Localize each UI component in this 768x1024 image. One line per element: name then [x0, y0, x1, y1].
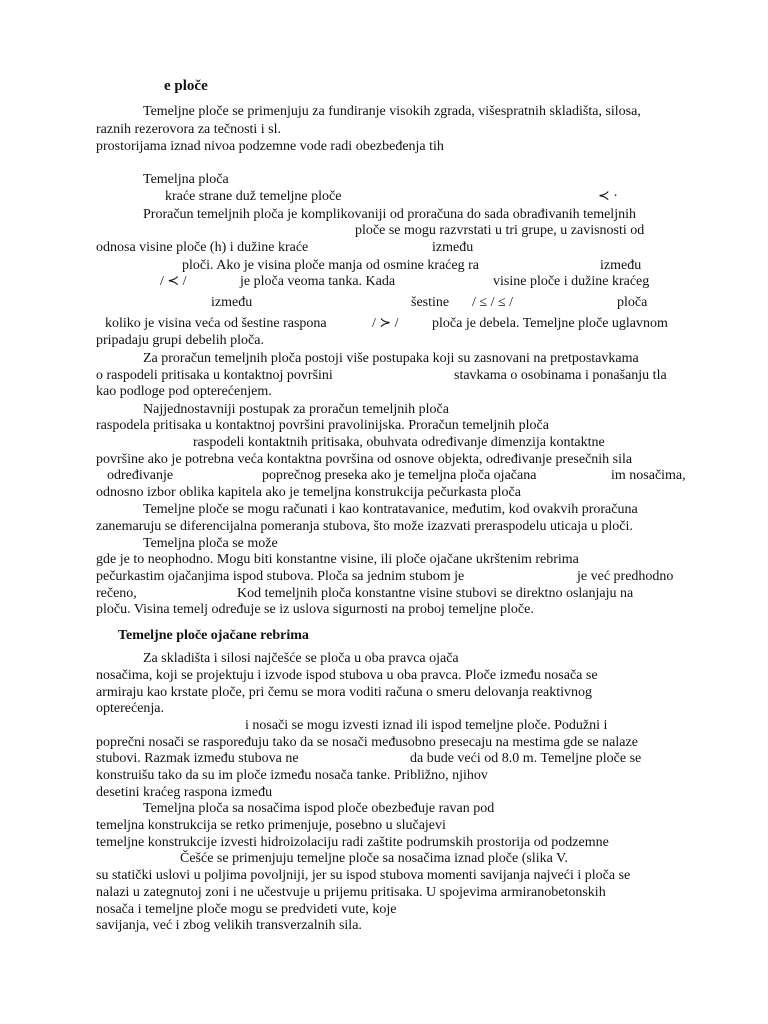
text-line: opterećenja. [96, 701, 165, 716]
text-line: Temeljne ploče se mogu računati i kao kontratavanice, međutim, kod ovakvih proračuna [143, 502, 638, 517]
text-line: gde je to neophodno. Mogu biti konstantne visine, ili ploče ojačane ukrštenim rebrima [96, 552, 579, 567]
text-fragment: između [432, 240, 474, 255]
text-fragment: između [211, 295, 253, 310]
text-line: desetini kraćeg raspona između [96, 785, 273, 800]
text-fragment: stubovi. Razmak između stubova ne [96, 751, 299, 766]
text-line: savijanja, već i zbog velikih transverzalnih sila. [96, 918, 362, 933]
text-line: zanemaruju se diferencijalna pomeranja stubova, što može izazvati preraspodelu uticaja u ploči. [96, 519, 633, 534]
text-line: raspodeli kontaktnih pritisaka, obuhvata određivanje dimenzija kontaktne [193, 435, 605, 450]
text-line: Temeljna ploča [143, 172, 229, 187]
formula-fragment: / ≻ / [372, 316, 399, 331]
text-fragment: visine ploče i dužine kraćeg [493, 274, 650, 289]
text-line: pripadaju grupi debelih ploča. [96, 333, 264, 348]
text-line: nosača i temeljne ploče mogu se predvideti vute, koje [96, 902, 397, 917]
text-fragment: poprečnog preseka ako je temeljna ploča ojačana [262, 468, 537, 483]
text-fragment: je ploča veoma tanka. Kada [240, 274, 396, 289]
text-line: raspodela pritisaka u kontaktnoj površini pravolinijska. Proračun temeljnih ploča [96, 418, 549, 433]
text-fragment: šestine [411, 295, 450, 310]
text-line: Proračun temeljnih ploča je komplikovaniji od proračuna do sada obrađivanih temeljnih [143, 207, 636, 222]
text-line: temeljna konstrukcija se retko primenjuje, posebno u slučajevi [96, 818, 446, 833]
text-fragment: je već predhodno [577, 569, 674, 584]
text-line: Temeljna ploča se može [143, 536, 278, 551]
text-line: Za proračun temeljnih ploča postoji više postupaka koji su zasnovani na pretpostavkama [143, 351, 639, 366]
text-fragment: ploča je debela. Temeljne ploče uglavnom [432, 316, 668, 331]
text-line: odnosa visine ploče (h) i dužine kraće [96, 240, 309, 255]
text-line: raznih rezerovora za tečnosti i sl. [96, 122, 282, 137]
text-fragment: o raspodeli pritisaka u kontaktnoj površini [96, 368, 333, 383]
text-line: kraće strane duž temeljne ploče [165, 189, 342, 204]
text-line: armiraju kao krstate ploče, pri čemu se mora voditi računa o smeru delovanja reaktivnog [96, 685, 593, 700]
text-line: konstruišu tako da su im ploče između nosača tanke. Približno, njihov [96, 768, 488, 783]
text-line: Češće se primenjuju temeljne ploče sa nosačima iznad ploče (slika V. [180, 851, 568, 866]
text-fragment: pečurkastim ojačanjima ispod stubova. Ploča sa jednim stubom je [96, 569, 465, 584]
text-fragment: ploče se mogu razvrstati u tri grupe, u zavisnosti od [355, 223, 645, 238]
text-fragment: ≺ · [598, 189, 618, 204]
text-fragment: između [600, 258, 642, 273]
text-fragment: im nosačima, [611, 468, 686, 483]
text-line: ploči. Ako je visina ploče manja od osmine kraćeg ra [182, 258, 480, 273]
formula-fragment: / ≺ / [160, 274, 187, 289]
text-line: Temeljne ploče se primenjuju za fundiranje visokih zgrada, višespratnih skladišta, silosa, [143, 104, 641, 119]
text-fragment: ploča [617, 295, 648, 310]
formula-fragment: / ≤ / ≤ / [472, 295, 514, 310]
text-line: poprečni nosači se raspoređuju tako da se nosači međusobno presecaju na mestima gde se nalaze [96, 735, 638, 750]
text-line: Najjednostavniji postupak za proračun temeljnih ploča [143, 402, 449, 417]
text-line: kao podloge pod opterećenjem. [96, 384, 272, 399]
text-line: prostorijama iznad nivoa podzemne vode radi obezbeđenja tih [96, 139, 444, 154]
text-fragment: Kod temeljnih ploča konstantne visine stubovi se direktno oslanjaju na [237, 586, 634, 601]
text-line: temeljne konstrukcije izvesti hidroizolaciju radi zaštite podrumskih prostorija od podzemne [96, 835, 609, 850]
text-line: površine ako je potrebna veća kontaktna površina od osnove objekta, određivanje presečnih sila [96, 452, 633, 467]
text-line: i nosači se mogu izvesti iznad ili ispod temeljne ploče. Podužni i [245, 718, 608, 733]
text-line: Temeljna ploča sa nosačima ispod ploče obezbeđuje ravan pod [143, 801, 495, 816]
text-line: su statički uslovi u poljima povoljniji, jer su ispod stubova momenti savijanja najveći i ploča se [96, 868, 631, 883]
text-line: odnosno izbor oblika kapitela ako je temeljna konstrukcija pečurkasta ploča [96, 485, 521, 500]
text-line: nosačima, koji se projektuju i izvode ispod stubova u oba pravca. Ploče između nosača se [96, 668, 598, 683]
text-fragment: da bude veći od 8.0 m. Temeljne ploče se [410, 751, 642, 766]
text-line: ploču. Visina temelj određuje se iz uslova sigurnosti na proboj temeljne ploče. [96, 602, 534, 617]
subsection-heading: Temeljne ploče ojačane rebrima [118, 628, 309, 643]
text-line: nalazi u zategnutoj zoni i ne učestvuje u prijemu pritisaka. U spojevima armiranobetonskih [96, 885, 606, 900]
text-line: Za skladišta i silosi najčešće se ploča u oba pravca ojača [143, 651, 459, 666]
text-fragment: stavkama o osobinama i ponašanju tla [454, 368, 667, 383]
text-fragment: rečeno, [96, 586, 137, 601]
section-title: e ploče [164, 78, 208, 94]
text-fragment: određivanje [107, 468, 174, 483]
text-fragment: koliko je visina veća od šestine raspona [105, 316, 327, 331]
